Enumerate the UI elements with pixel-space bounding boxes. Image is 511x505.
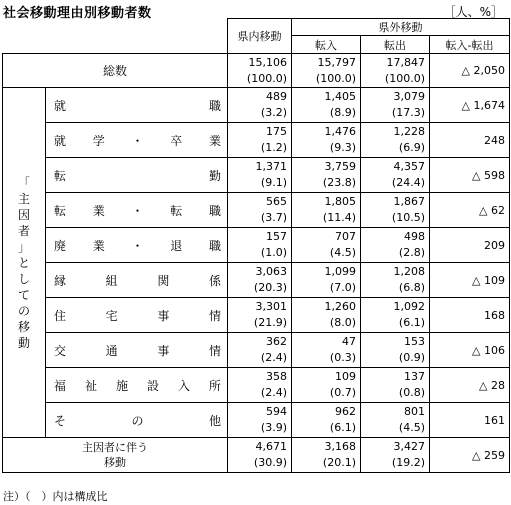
- row-out: 1,208 (6.8): [361, 263, 430, 298]
- row-out: 498 (2.8): [361, 228, 430, 263]
- total-in: 15,797 (100.0): [292, 54, 361, 88]
- accompany-intra: 4,671 (30.9): [228, 438, 292, 473]
- row-in: 3,759 (23.8): [292, 158, 361, 193]
- row-net: △ 106: [430, 333, 510, 368]
- row-intra: 565 (3.7): [228, 193, 292, 228]
- row-out: 1,092 (6.1): [361, 298, 430, 333]
- table-row: [3, 298, 510, 333]
- row-label: 転 業 ・ 転 職: [46, 193, 228, 228]
- header-in: 転入: [292, 36, 361, 54]
- table-row: [3, 193, 510, 228]
- row-label: 転 勤: [46, 158, 228, 193]
- row-label: 交 通 事 情: [46, 333, 228, 368]
- row-net: △ 62: [430, 193, 510, 228]
- row-in: 962 (6.1): [292, 403, 361, 438]
- group-label: 「 主 因 者 」 と し て の 移 動: [3, 88, 46, 438]
- row-net: 248: [430, 123, 510, 158]
- row-net: △ 28: [430, 368, 510, 403]
- table-title: 社会移動理由別移動者数: [3, 6, 152, 21]
- row-out: 3,079 (17.3): [361, 88, 430, 123]
- row-intra: 362 (2.4): [228, 333, 292, 368]
- row-out: 137 (0.8): [361, 368, 430, 403]
- table-row: [3, 333, 510, 368]
- row-label: 住 宅 事 情: [46, 298, 228, 333]
- header-out: 転出: [361, 36, 430, 54]
- row-intra: 157 (1.0): [228, 228, 292, 263]
- header-inter: 県外移動: [292, 19, 510, 36]
- row-in: 47 (0.3): [292, 333, 361, 368]
- row-intra: 594 (3.9): [228, 403, 292, 438]
- row-net: 168: [430, 298, 510, 333]
- row-net: △ 1,674: [430, 88, 510, 123]
- migration-table: [2, 18, 510, 473]
- total-label: 総数: [3, 54, 228, 88]
- row-label: 就 学 ・ 卒 業: [46, 123, 228, 158]
- header-intra: 県内移動: [228, 19, 292, 54]
- row-net: 209: [430, 228, 510, 263]
- total-row: [3, 54, 510, 88]
- row-in: 1,405 (8.9): [292, 88, 361, 123]
- row-out: 1,867 (10.5): [361, 193, 430, 228]
- header-net: 転入-転出: [430, 36, 510, 54]
- row-out: 1,228 (6.9): [361, 123, 430, 158]
- row-in: 1,099 (7.0): [292, 263, 361, 298]
- row-in: 1,805 (11.4): [292, 193, 361, 228]
- table-row: [3, 158, 510, 193]
- total-out: 17,847 (100.0): [361, 54, 430, 88]
- row-label: 廃 業 ・ 退 職: [46, 228, 228, 263]
- row-in: 707 (4.5): [292, 228, 361, 263]
- table-row: [3, 368, 510, 403]
- table-row: [3, 123, 510, 158]
- table-row: [3, 263, 510, 298]
- row-net: △ 598: [430, 158, 510, 193]
- row-intra: 358 (2.4): [228, 368, 292, 403]
- row-intra: 3,301 (21.9): [228, 298, 292, 333]
- accompany-in: 3,168 (20.1): [292, 438, 361, 473]
- header-blank: [3, 19, 228, 54]
- table-row: [3, 88, 510, 123]
- row-intra: 1,371 (9.1): [228, 158, 292, 193]
- row-in: 109 (0.7): [292, 368, 361, 403]
- row-label: そ の 他: [46, 403, 228, 438]
- row-intra: 175 (1.2): [228, 123, 292, 158]
- row-net: 161: [430, 403, 510, 438]
- accompany-out: 3,427 (19.2): [361, 438, 430, 473]
- accompany-label: 主因者に伴う 移動: [3, 438, 228, 473]
- accompany-row: [3, 438, 510, 473]
- row-net: △ 109: [430, 263, 510, 298]
- row-in: 1,476 (9.3): [292, 123, 361, 158]
- footnote: 注）（ ）内は構成比: [3, 490, 108, 503]
- row-label: 就 職: [46, 88, 228, 123]
- row-intra: 3,063 (20.3): [228, 263, 292, 298]
- row-in: 1,260 (8.0): [292, 298, 361, 333]
- unit-label: ［人、%］: [443, 5, 503, 19]
- row-out: 4,357 (24.4): [361, 158, 430, 193]
- row-label: 縁 組 関 係: [46, 263, 228, 298]
- row-out: 801 (4.5): [361, 403, 430, 438]
- table-row: [3, 228, 510, 263]
- row-out: 153 (0.9): [361, 333, 430, 368]
- row-label: 福 祉 施 設 入 所: [46, 368, 228, 403]
- row-intra: 489 (3.2): [228, 88, 292, 123]
- table-row: [3, 403, 510, 438]
- total-intra: 15,106 (100.0): [228, 54, 292, 88]
- accompany-net: △ 259: [430, 438, 510, 473]
- total-net: △ 2,050: [430, 54, 510, 88]
